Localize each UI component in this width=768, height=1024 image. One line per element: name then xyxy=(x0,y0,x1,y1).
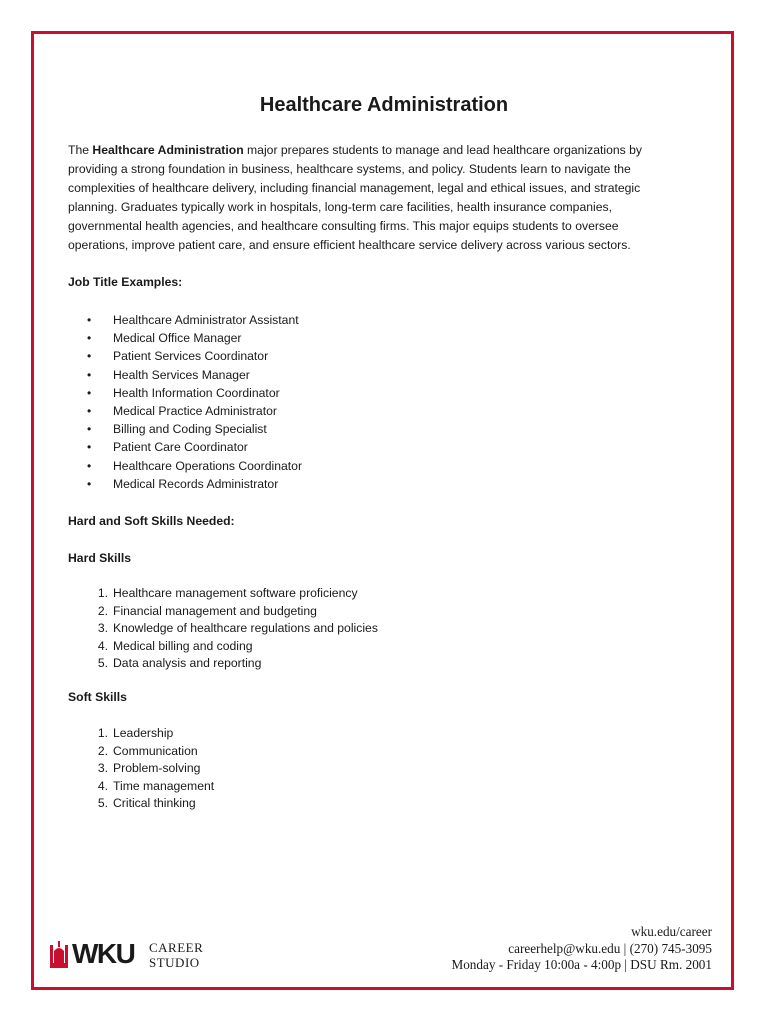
list-item-label: Health Information Coordinator xyxy=(113,385,280,400)
footer-contact xyxy=(451,924,712,974)
soft-skills-heading: Soft Skills xyxy=(68,690,127,704)
hard-skills-list xyxy=(68,585,378,673)
page-title: Healthcare Administration xyxy=(259,94,509,116)
list-number: 3. xyxy=(97,761,108,775)
list-item-label: Patient Care Coordinator xyxy=(113,440,248,455)
logo-line-career: CAREER xyxy=(149,940,204,955)
list-item xyxy=(68,638,378,656)
list-item xyxy=(68,420,302,438)
logo-subtitle xyxy=(149,940,203,970)
bullet-marker: • xyxy=(87,349,92,364)
list-item-label: Medical billing and coding xyxy=(113,638,253,653)
list-number: 5. xyxy=(97,656,108,670)
list-item-label: Healthcare management software proficiency xyxy=(113,586,358,600)
intro-body: major prepares students to manage and lead healthcare organizations by providing a strong foundation in business, healthcare systems, and policy. Students learn to navigate the complexities of healthcare delivery, including financial management, legal and ethical issues, and strategic planning. Graduates typically work in hospitals, long-term care facilities, health insurance companies, governmental health agencies, and healthcare consulting firms. This major equips students to oversee operations, improve patient care, and ensure efficient healthcare service delivery across various sectors. xyxy=(68,143,643,252)
office-hours: Monday - Friday 10:00a - 4:00p | DSU Rm. 2001 xyxy=(451,957,712,972)
list-item-label: Financial management and budgeting xyxy=(113,603,317,618)
list-item xyxy=(68,311,302,329)
list-item xyxy=(68,795,214,813)
list-item xyxy=(68,438,302,456)
list-item-label: Critical thinking xyxy=(113,796,196,810)
list-number: 1. xyxy=(97,726,108,740)
bullet-marker: • xyxy=(87,476,92,491)
list-item xyxy=(68,603,378,621)
list-item xyxy=(68,743,214,761)
list-item-label: Knowledge of healthcare regulations and policies xyxy=(113,621,378,635)
list-item-label: Communication xyxy=(113,743,198,758)
email-phone[interactable]: careerhelp@wku.edu | (270) 745-3095 xyxy=(508,940,712,956)
list-item xyxy=(68,384,302,402)
list-item-label: Health Services Manager xyxy=(113,367,250,382)
list-item-label: Leadership xyxy=(113,726,174,740)
cupola-icon xyxy=(48,941,70,969)
list-item-label: Problem-solving xyxy=(113,761,201,775)
list-item-label: Medical Office Manager xyxy=(113,331,242,346)
list-number: 2. xyxy=(97,603,108,618)
logo-wordmark: WKU xyxy=(72,938,135,969)
list-item-label: Healthcare Operations Coordinator xyxy=(113,458,303,473)
list-item xyxy=(68,329,302,347)
bullet-marker: • xyxy=(87,440,92,455)
job-title-list xyxy=(68,311,302,493)
list-item xyxy=(68,655,378,673)
bullet-marker: • xyxy=(87,403,92,418)
list-number: 4. xyxy=(97,638,108,653)
list-item-label: Medical Practice Administrator xyxy=(113,403,277,418)
bullet-marker: • xyxy=(87,313,92,327)
logo-line-studio: STUDIO xyxy=(149,955,200,970)
intro-paragraph xyxy=(68,141,680,255)
list-item xyxy=(68,620,378,638)
list-item xyxy=(68,585,378,603)
list-item xyxy=(68,402,302,420)
list-item xyxy=(68,778,214,796)
list-item xyxy=(68,366,302,384)
list-item-label: Healthcare Administrator Assistant xyxy=(113,313,299,327)
job-titles-heading: Job Title Examples: xyxy=(68,275,183,289)
bullet-marker: • xyxy=(87,422,92,437)
list-item xyxy=(68,725,214,743)
bullet-marker: • xyxy=(87,458,92,473)
list-item-label: Medical Records Administrator xyxy=(113,476,279,491)
list-item xyxy=(68,475,302,493)
list-item xyxy=(68,347,302,365)
skills-heading: Hard and Soft Skills Needed: xyxy=(68,514,235,528)
list-number: 5. xyxy=(97,796,108,810)
intro-major-name: Healthcare Administration xyxy=(92,143,244,157)
list-number: 3. xyxy=(97,621,108,635)
bullet-marker: • xyxy=(87,385,92,400)
hard-skills-heading: Hard Skills xyxy=(68,551,131,565)
list-number: 1. xyxy=(97,586,108,600)
list-item-label: Patient Services Coordinator xyxy=(113,349,269,364)
list-number: 2. xyxy=(97,743,108,758)
soft-skills-list xyxy=(68,725,214,813)
list-item xyxy=(68,457,302,475)
list-item xyxy=(68,760,214,778)
list-item-label: Data analysis and reporting xyxy=(113,656,262,670)
bullet-marker: • xyxy=(87,367,92,382)
list-number: 4. xyxy=(97,778,108,793)
bullet-marker: • xyxy=(87,331,92,346)
list-item-label: Billing and Coding Specialist xyxy=(113,422,267,437)
intro-prefix: The xyxy=(68,143,93,157)
website-link[interactable]: wku.edu/career xyxy=(631,924,712,939)
list-item-label: Time management xyxy=(113,778,215,793)
